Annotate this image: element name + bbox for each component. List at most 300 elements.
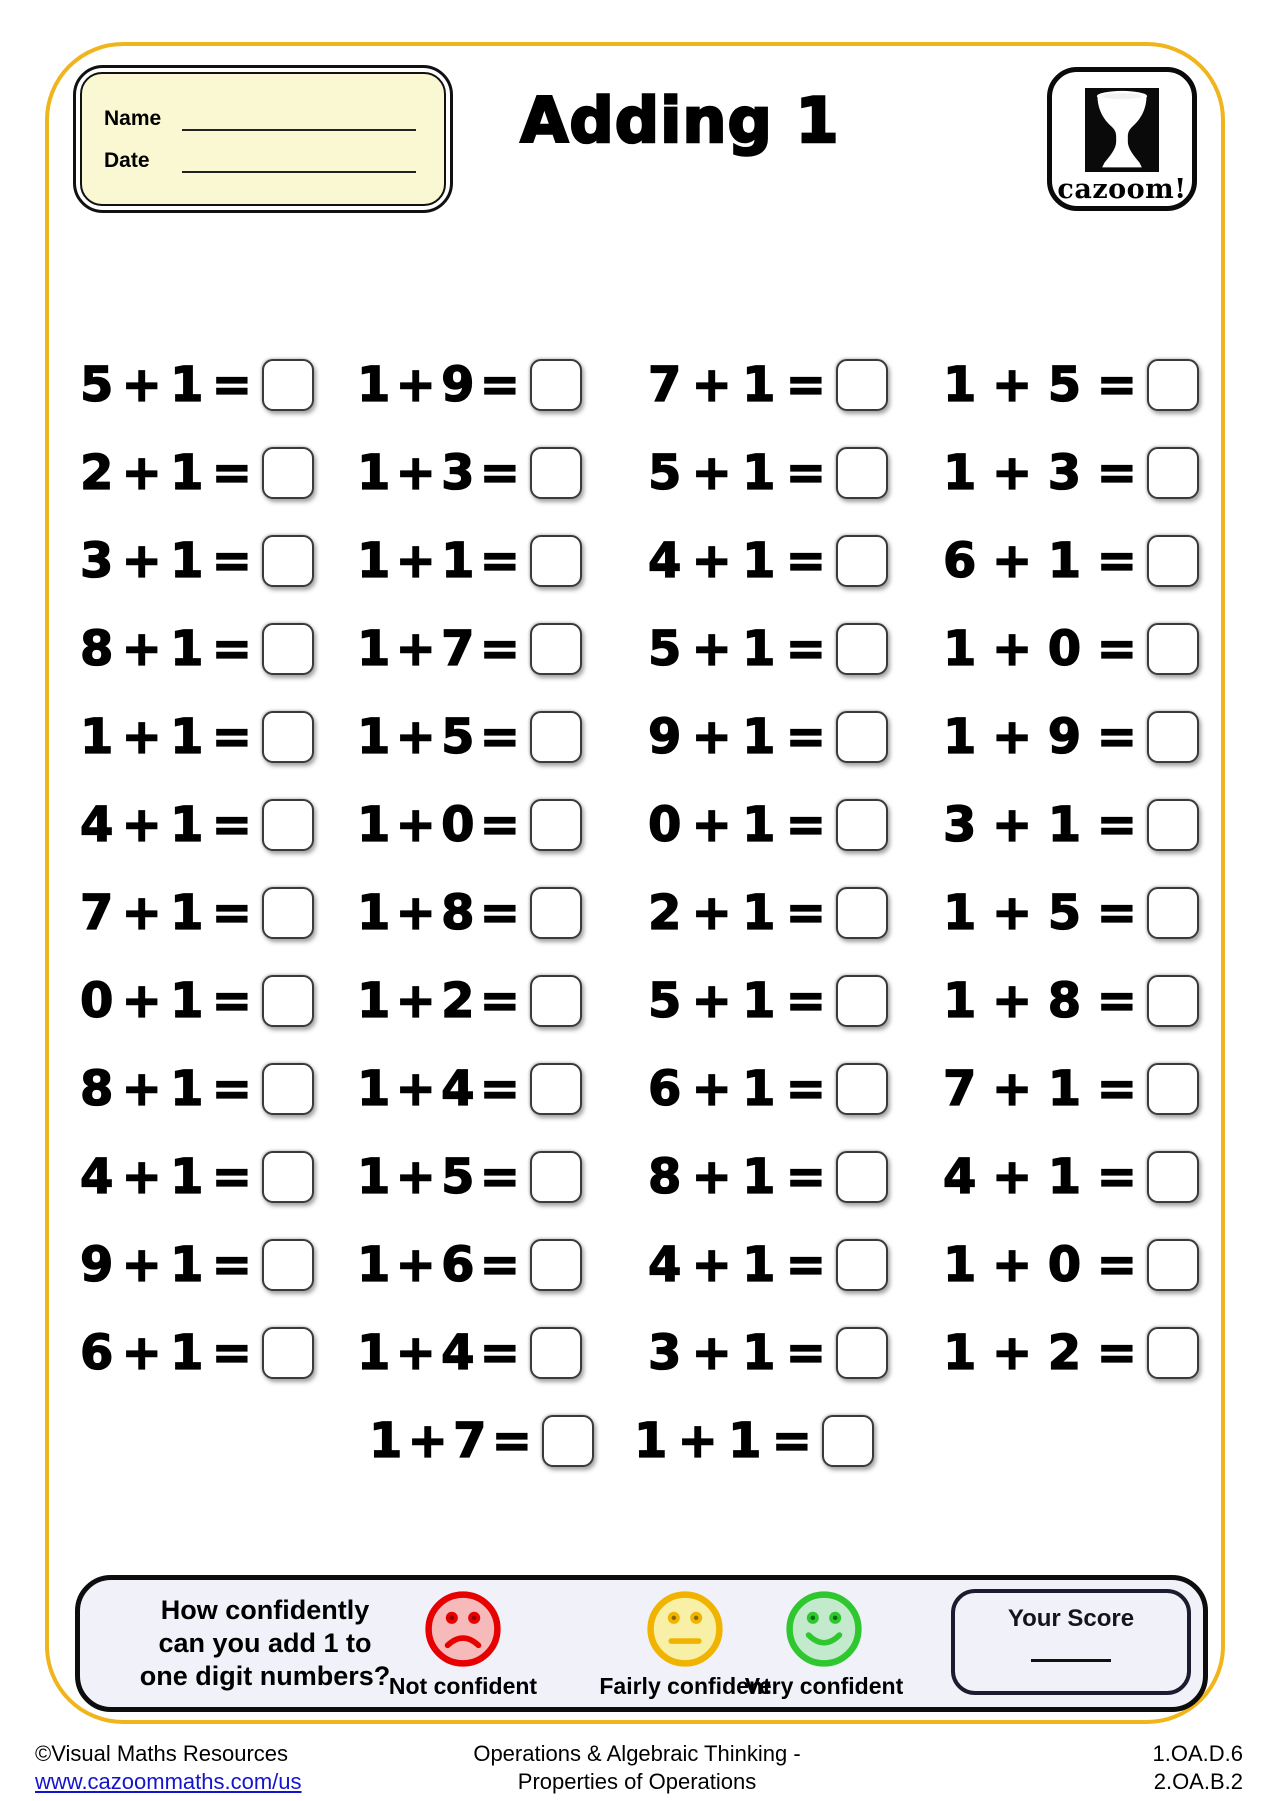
- score-box: [951, 1589, 1191, 1695]
- equation-part: 8: [80, 1061, 114, 1117]
- equation-part: 0: [1047, 1237, 1082, 1293]
- problem-row: [357, 1221, 594, 1309]
- equation-part: 1: [634, 1413, 668, 1469]
- equation-part: +: [991, 973, 1033, 1029]
- problem-row: [943, 517, 1199, 605]
- equation-part: +: [395, 797, 436, 853]
- equation-part: 4: [943, 1149, 977, 1205]
- equation-part: +: [991, 445, 1033, 501]
- equation-part: 8: [80, 621, 114, 677]
- answer-box[interactable]: [262, 1151, 314, 1203]
- answer-box[interactable]: [836, 359, 888, 411]
- answer-box[interactable]: [530, 799, 582, 851]
- equation: [648, 1149, 826, 1205]
- equation-part: =: [479, 445, 520, 501]
- score-input-line[interactable]: [1031, 1659, 1111, 1662]
- equation-part: +: [991, 1061, 1033, 1117]
- problem-row: [357, 517, 594, 605]
- equation-part: =: [1096, 973, 1137, 1029]
- equation-part: 1: [170, 357, 204, 413]
- problem-row: [943, 957, 1199, 1045]
- equation-part: 4: [80, 797, 114, 853]
- equation: [80, 357, 252, 413]
- problem-row: [357, 693, 594, 781]
- equation-part: +: [121, 621, 162, 677]
- answer-box[interactable]: [530, 975, 582, 1027]
- confidence-option-happy[interactable]: [734, 1586, 914, 1700]
- footer-center: [417, 1740, 857, 1795]
- answer-box[interactable]: [542, 1415, 594, 1467]
- equation-part: +: [407, 1413, 448, 1469]
- equation-part: +: [121, 1061, 162, 1117]
- answer-box[interactable]: [1147, 711, 1199, 763]
- equation-part: 1: [357, 797, 391, 853]
- equation-part: 5: [648, 973, 682, 1029]
- confidence-option-label: Very confident: [744, 1673, 904, 1699]
- equation-part: 6: [648, 1061, 682, 1117]
- answer-box[interactable]: [530, 1063, 582, 1115]
- problem-row: [648, 869, 888, 957]
- answer-box[interactable]: [262, 447, 314, 499]
- equation-part: 1: [357, 1325, 391, 1381]
- equation: [357, 885, 520, 941]
- equation-part: +: [121, 1149, 162, 1205]
- equation-part: =: [1096, 709, 1137, 765]
- cazoom-logo: [1047, 67, 1197, 211]
- website-link[interactable]: www.cazoommaths.com/us: [35, 1768, 302, 1794]
- answer-box[interactable]: [836, 535, 888, 587]
- equation-part: +: [395, 1149, 436, 1205]
- equation-part: =: [1096, 1237, 1137, 1293]
- equation-part: =: [479, 1149, 520, 1205]
- equation-part: =: [479, 1061, 520, 1117]
- standard-code-1: 1.OA.D.6: [1152, 1741, 1243, 1766]
- equation-part: 1: [728, 1413, 762, 1469]
- equation-part: 2: [648, 885, 682, 941]
- equation-part: +: [395, 1061, 436, 1117]
- name-label: Name: [104, 107, 162, 130]
- equation-part: =: [211, 885, 252, 941]
- equation-part: 1: [170, 1149, 204, 1205]
- equation: [943, 621, 1137, 677]
- problem-row: [357, 781, 594, 869]
- equation: [357, 533, 520, 589]
- answer-box[interactable]: [836, 623, 888, 675]
- happy-face-icon: [781, 1586, 867, 1672]
- equation-part: 9: [441, 357, 475, 413]
- confidence-option-label: Not confident: [388, 1673, 538, 1699]
- answer-box[interactable]: [836, 1327, 888, 1379]
- problem-row: [943, 869, 1199, 957]
- equation-part: +: [691, 445, 732, 501]
- confidence-question-line: one digit numbers?: [139, 1660, 391, 1691]
- answer-box[interactable]: [262, 535, 314, 587]
- problem-row: [943, 1045, 1199, 1133]
- equation-part: 5: [441, 709, 475, 765]
- equation-part: =: [479, 973, 520, 1029]
- equation-part: 7: [943, 1061, 977, 1117]
- equation-part: 0: [1047, 621, 1082, 677]
- equation-part: +: [691, 1325, 732, 1381]
- equation-part: 7: [441, 621, 475, 677]
- equation-part: =: [211, 1325, 252, 1381]
- equation: [80, 1149, 252, 1205]
- equation-part: =: [785, 1149, 826, 1205]
- answer-box[interactable]: [1147, 1151, 1199, 1203]
- footer-standards: [1153, 1740, 1243, 1795]
- problem-column: [357, 341, 594, 1485]
- equation-part: 0: [441, 797, 475, 853]
- equation-part: =: [479, 709, 520, 765]
- problem-row: [369, 1397, 594, 1485]
- equation: [648, 1061, 826, 1117]
- equation: [80, 1325, 252, 1381]
- equation-part: 3: [441, 445, 475, 501]
- equation-part: =: [479, 533, 520, 589]
- topic-line2: Properties of Operations: [517, 1768, 757, 1794]
- equation-part: 1: [357, 357, 391, 413]
- answer-box[interactable]: [1147, 1239, 1199, 1291]
- topic-line1: Operations & Algebraic Thinking -: [473, 1741, 801, 1766]
- equation: [648, 357, 826, 413]
- equation-part: 1: [357, 709, 391, 765]
- equation: [357, 1237, 520, 1293]
- problem-row: [80, 1045, 314, 1133]
- answer-box[interactable]: [1147, 799, 1199, 851]
- equation: [357, 357, 520, 413]
- answer-box[interactable]: [836, 1239, 888, 1291]
- equation-part: +: [691, 885, 732, 941]
- equation-part: 1: [170, 445, 204, 501]
- equation-part: 1: [170, 1061, 204, 1117]
- equation-part: =: [479, 1325, 520, 1381]
- neutral-face-icon: [642, 1586, 728, 1672]
- equation: [80, 1061, 252, 1117]
- equation-part: +: [691, 797, 732, 853]
- equation-part: 1: [357, 445, 391, 501]
- name-field-row: [104, 105, 422, 131]
- equation-part: +: [395, 885, 436, 941]
- answer-box[interactable]: [262, 359, 314, 411]
- equation-part: =: [211, 797, 252, 853]
- equation-part: +: [395, 709, 436, 765]
- problem-row: [648, 605, 888, 693]
- equation: [369, 1413, 532, 1469]
- equation-part: =: [479, 357, 520, 413]
- equation-part: 1: [742, 709, 776, 765]
- equation-part: +: [691, 973, 732, 1029]
- equation-part: =: [1096, 357, 1137, 413]
- equation-part: 9: [648, 709, 682, 765]
- equation-part: =: [785, 533, 826, 589]
- answer-box[interactable]: [262, 799, 314, 851]
- equation-part: 1: [1047, 533, 1082, 589]
- equation-part: +: [121, 797, 162, 853]
- problem-row: [80, 429, 314, 517]
- equation-part: +: [991, 533, 1033, 589]
- equation-part: 1: [742, 533, 776, 589]
- equation: [943, 533, 1137, 589]
- answer-box[interactable]: [836, 975, 888, 1027]
- equation-part: 3: [80, 533, 114, 589]
- equation-part: 7: [80, 885, 114, 941]
- equation: [943, 1149, 1137, 1205]
- equation-part: 1: [170, 885, 204, 941]
- equation-part: =: [1096, 1149, 1137, 1205]
- problem-row: [943, 1309, 1199, 1397]
- equation: [80, 533, 252, 589]
- equation-part: 1: [1047, 1061, 1082, 1117]
- equation-part: 4: [648, 1237, 682, 1293]
- equation: [943, 1237, 1137, 1293]
- problem-row: [648, 781, 888, 869]
- equation-part: =: [785, 1237, 826, 1293]
- equation-part: =: [491, 1413, 532, 1469]
- equation: [648, 533, 826, 589]
- equation: [648, 1325, 826, 1381]
- equation-part: +: [691, 357, 732, 413]
- answer-box[interactable]: [1147, 975, 1199, 1027]
- answer-box[interactable]: [530, 623, 582, 675]
- equation-part: 1: [170, 973, 204, 1029]
- equation-part: 7: [648, 357, 682, 413]
- equation: [357, 1149, 520, 1205]
- equation-part: 0: [80, 973, 114, 1029]
- equation: [648, 709, 826, 765]
- equation-part: 1: [357, 885, 391, 941]
- equation-part: 1: [742, 1149, 776, 1205]
- sad-face-icon: [420, 1586, 506, 1672]
- equation-part: +: [121, 533, 162, 589]
- answer-box[interactable]: [530, 1151, 582, 1203]
- answer-box[interactable]: [1147, 887, 1199, 939]
- equation-part: =: [211, 973, 252, 1029]
- equation-part: =: [211, 1149, 252, 1205]
- equation-part: =: [479, 885, 520, 941]
- answer-box[interactable]: [836, 1063, 888, 1115]
- answer-box[interactable]: [530, 359, 582, 411]
- equation-part: =: [1096, 533, 1137, 589]
- confidence-bar: [75, 1575, 1208, 1712]
- equation: [80, 885, 252, 941]
- answer-box[interactable]: [262, 711, 314, 763]
- equation: [943, 709, 1137, 765]
- equation: [357, 621, 520, 677]
- equation-part: 6: [943, 533, 977, 589]
- equation: [648, 885, 826, 941]
- equation-part: +: [677, 1413, 718, 1469]
- answer-box[interactable]: [1147, 1327, 1199, 1379]
- equation-part: 1: [742, 973, 776, 1029]
- answer-box[interactable]: [1147, 1063, 1199, 1115]
- equation-part: =: [211, 1237, 252, 1293]
- equation: [357, 797, 520, 853]
- equation-part: 1: [943, 621, 977, 677]
- problem-row: [80, 1221, 314, 1309]
- equation-part: +: [991, 1149, 1033, 1205]
- confidence-question-line: can you add 1 to: [158, 1627, 372, 1658]
- problem-row: [648, 693, 888, 781]
- answer-box[interactable]: [836, 1151, 888, 1203]
- equation: [80, 797, 252, 853]
- equation-part: =: [479, 797, 520, 853]
- answer-box[interactable]: [530, 711, 582, 763]
- equation-part: 5: [648, 621, 682, 677]
- equation: [943, 1061, 1137, 1117]
- problem-row: [943, 1133, 1199, 1221]
- equation-part: +: [121, 709, 162, 765]
- equation-part: +: [991, 797, 1033, 853]
- equation-part: 1: [357, 973, 391, 1029]
- date-input-line[interactable]: [182, 147, 416, 173]
- problem-row: [943, 781, 1199, 869]
- problem-column: [634, 341, 888, 1485]
- answer-box[interactable]: [1147, 623, 1199, 675]
- name-input-line[interactable]: [182, 105, 416, 131]
- answer-box[interactable]: [262, 1239, 314, 1291]
- equation-part: +: [395, 533, 436, 589]
- equation-part: 1: [742, 357, 776, 413]
- equation-part: =: [785, 885, 826, 941]
- equation: [648, 1237, 826, 1293]
- answer-box[interactable]: [262, 1063, 314, 1115]
- equation-part: +: [121, 357, 162, 413]
- answer-box[interactable]: [822, 1415, 874, 1467]
- answer-box[interactable]: [530, 1327, 582, 1379]
- equation-part: 4: [441, 1325, 475, 1381]
- problem-row: [648, 957, 888, 1045]
- footer-left: [35, 1740, 302, 1795]
- equation-part: 1: [170, 621, 204, 677]
- answer-box[interactable]: [836, 447, 888, 499]
- equation-part: 3: [648, 1325, 682, 1381]
- equation-part: 1: [170, 533, 204, 589]
- equation-part: 7: [453, 1413, 487, 1469]
- equation-part: 1: [943, 1237, 977, 1293]
- equation-part: =: [211, 1061, 252, 1117]
- equation-part: =: [771, 1413, 812, 1469]
- equation-part: 1: [357, 621, 391, 677]
- equation-part: 5: [441, 1149, 475, 1205]
- equation-part: +: [395, 357, 436, 413]
- equation-part: 1: [369, 1413, 403, 1469]
- answer-box[interactable]: [530, 887, 582, 939]
- problem-row: [80, 1133, 314, 1221]
- equation-part: =: [1096, 1325, 1137, 1381]
- equation-part: 1: [170, 1325, 204, 1381]
- problem-row: [80, 957, 314, 1045]
- equation: [943, 885, 1137, 941]
- equation-part: +: [991, 1325, 1033, 1381]
- equation-part: 1: [742, 445, 776, 501]
- equation-part: 0: [648, 797, 682, 853]
- equation-part: 1: [742, 1325, 776, 1381]
- problem-row: [357, 1309, 594, 1397]
- equation: [943, 797, 1137, 853]
- name-date-box-inner: [80, 72, 446, 206]
- problem-column: [80, 341, 314, 1397]
- equation-part: 2: [441, 973, 475, 1029]
- problem-row: [357, 341, 594, 429]
- equation: [357, 1325, 520, 1381]
- equation: [357, 445, 520, 501]
- equation-part: 2: [80, 445, 114, 501]
- equation-part: =: [211, 621, 252, 677]
- equation-part: =: [1096, 885, 1137, 941]
- equation-part: 1: [943, 973, 977, 1029]
- equation-part: 1: [170, 797, 204, 853]
- score-label: Your Score: [1007, 1605, 1135, 1632]
- equation-part: 8: [1047, 973, 1082, 1029]
- equation-part: 1: [742, 885, 776, 941]
- answer-box[interactable]: [262, 887, 314, 939]
- equation-part: 1: [170, 1237, 204, 1293]
- equation-part: =: [785, 973, 826, 1029]
- equation-part: =: [785, 445, 826, 501]
- equation-part: 8: [648, 1149, 682, 1205]
- equation-part: 1: [943, 885, 977, 941]
- equation-part: =: [785, 1325, 826, 1381]
- equation-part: +: [395, 1325, 436, 1381]
- answer-box[interactable]: [836, 799, 888, 851]
- equation-part: +: [991, 621, 1033, 677]
- answer-box[interactable]: [836, 711, 888, 763]
- answer-box[interactable]: [1147, 359, 1199, 411]
- confidence-question-line: How confidently: [160, 1595, 370, 1625]
- confidence-option-sad[interactable]: [373, 1586, 553, 1700]
- equation: [943, 1325, 1137, 1381]
- answer-box[interactable]: [530, 535, 582, 587]
- equation-part: =: [1096, 445, 1137, 501]
- answer-box[interactable]: [262, 1327, 314, 1379]
- answer-box[interactable]: [1147, 535, 1199, 587]
- problem-row: [80, 605, 314, 693]
- equation-part: 1: [742, 621, 776, 677]
- problem-row: [943, 341, 1199, 429]
- problem-row: [648, 1309, 888, 1397]
- date-label: Date: [104, 149, 150, 172]
- logo-text: cazoom!: [1057, 174, 1187, 205]
- equation-part: +: [121, 445, 162, 501]
- equation-part: 1: [357, 1061, 391, 1117]
- answer-box[interactable]: [1147, 447, 1199, 499]
- equation-part: +: [121, 1325, 162, 1381]
- problem-row: [943, 605, 1199, 693]
- equation-part: 1: [1047, 1149, 1082, 1205]
- standard-code-2: 2.OA.B.2: [1153, 1768, 1243, 1794]
- answer-box[interactable]: [262, 975, 314, 1027]
- problem-row: [648, 1045, 888, 1133]
- answer-box[interactable]: [836, 887, 888, 939]
- answer-box[interactable]: [530, 447, 582, 499]
- name-date-box: [73, 65, 453, 213]
- equation-part: =: [479, 1237, 520, 1293]
- equation-part: 5: [648, 445, 682, 501]
- date-field-row: [104, 147, 422, 173]
- problem-row: [357, 429, 594, 517]
- equation-part: =: [1096, 621, 1137, 677]
- problem-row: [648, 517, 888, 605]
- equation-part: +: [691, 621, 732, 677]
- problem-row: [943, 429, 1199, 517]
- problem-row: [357, 605, 594, 693]
- equation-part: 1: [357, 1237, 391, 1293]
- confidence-option-label: Fairly confident: [599, 1673, 771, 1699]
- equation-part: +: [991, 1237, 1033, 1293]
- answer-box[interactable]: [530, 1239, 582, 1291]
- answer-box[interactable]: [262, 623, 314, 675]
- equation: [648, 445, 826, 501]
